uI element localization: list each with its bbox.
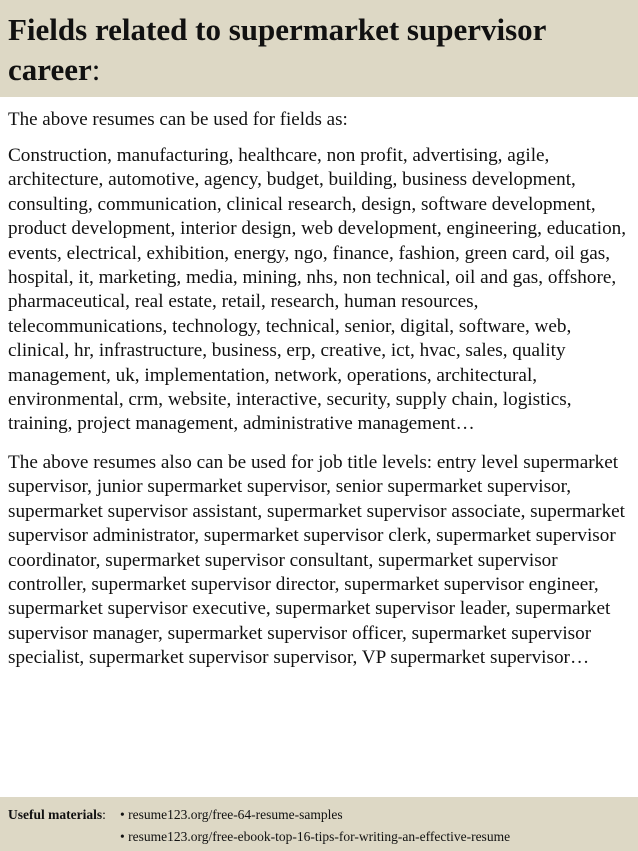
main-content [8, 108, 632, 671]
resume-samples-link[interactable]: • resume123.org/free-64-resume-samples [120, 807, 343, 822]
useful-materials-label [8, 804, 120, 826]
page-title [8, 10, 630, 90]
footer-row-1 [8, 804, 630, 826]
footer-row-2 [8, 826, 630, 848]
ebook-tips-link[interactable]: • resume123.org/free-ebook-top-16-tips-for-writing-an-effective-resume [120, 829, 511, 844]
job-levels-text: The above resumes also can be used for job title levels: entry level supermarket supervisor, junior supermarket supervisor, senior supermarket supervisor, supermarket supervisor assistant, supermarket supervisor associate, supermarket supervisor administrator, supermarket supervisor clerk, supermarket supervisor coordinator, supermarket supervisor consultant, supermarket supervisor controller, supermarket supervisor director, supermarket supervisor engineer, supermarket supervisor executive, supermarket supervisor leader, supermarket supervisor manager, supermarket supervisor officer, supermarket supervisor specialist, supermarket supervisor supervisor, VP supermarket supervisor… [8, 451, 626, 669]
useful-materials-label-colon: : [102, 807, 106, 822]
useful-materials-label-text: Useful materials [8, 807, 103, 822]
footer-label-spacer [8, 826, 120, 848]
intro-text: The above resumes can be used for fields as: [8, 109, 348, 130]
title-banner [0, 0, 638, 97]
page-title-text: Fields related to supermarket supervisor career [8, 12, 546, 87]
page-title-colon: : [91, 52, 101, 87]
useful-materials-footer [0, 797, 638, 851]
fields-list: Construction, manufacturing, healthcare, non profit, advertising, agile, architecture, automotive, agency, budget, building, business development, consulting, communication, clinical research, design, software development, product development, interior design, web development, engineering, education, events, electrical, exhibition, energy, ngo, finance, fashion, green card, oil gas, hospital, it, marketing, media, mining, nhs, non technical, oil and gas, offshore, pharmaceutical, real estate, retail, research, human resources, telecommunications, technology, technical, senior, digital, software, web, clinical, hr, infrastructure, business, erp, creative, ict, hvac, sales, quality management, uk, implementation, network, operations, architectural, environmental, crm, website, interactive, security, supply chain, logistics, training, project management, administrative management… [8, 145, 627, 435]
